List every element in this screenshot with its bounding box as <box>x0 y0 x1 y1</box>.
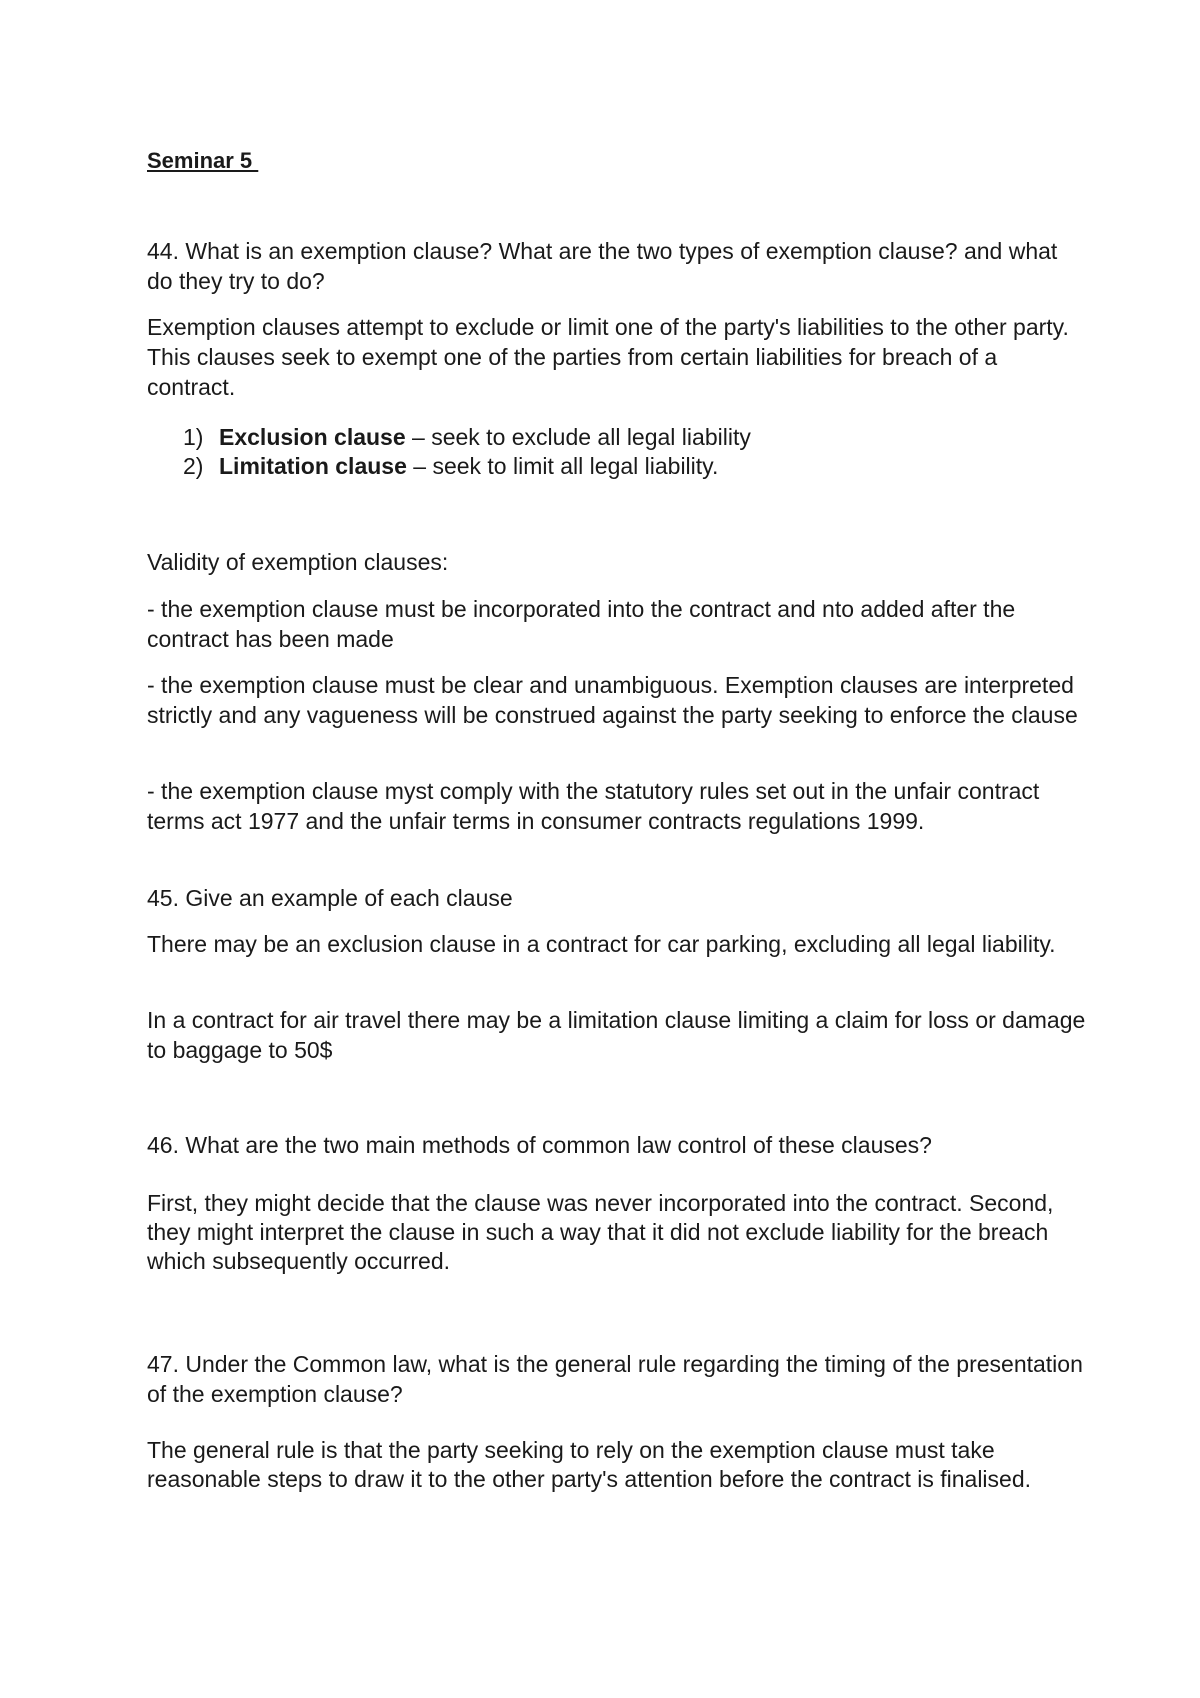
question-45: 45. Give an example of each clause <box>147 885 513 911</box>
answer-44: Exemption clauses attempt to exclude or limit one of the party's liabilities to the other party. This clauses seek to exempt one of the parties from certain liabilities for breach of a contract. <box>147 314 1069 400</box>
list-item <box>183 452 1083 481</box>
validity-point: - the exemption clause must be incorporated into the contract and nto added after the contract has been made <box>147 596 1016 652</box>
list-term: Exclusion clause <box>219 424 406 450</box>
question-44: 44. What is an exemption clause? What are the two types of exemption clause? and what do they try to do? <box>147 238 1058 294</box>
list-desc: – seek to exclude all legal liability <box>405 424 751 450</box>
question-47: 47. Under the Common law, what is the general rule regarding the timing of the presentation of the exemption clause? <box>147 1351 1083 1407</box>
answer-45-exclusion: There may be an exclusion clause in a contract for car parking, excluding all legal liability. <box>147 931 1056 957</box>
list-item <box>183 423 1083 452</box>
question-46: 46. What are the two main methods of common law control of these clauses? <box>147 1132 932 1158</box>
list-term: Limitation clause <box>219 453 407 479</box>
list-number: 1) <box>183 424 204 450</box>
answer-45-limitation: In a contract for air travel there may be a limitation clause limiting a claim for loss or damage to baggage to 50$ <box>147 1007 1086 1063</box>
validity-point: - the exemption clause myst comply with the statutory rules set out in the unfair contract terms act 1977 and the unfair terms in consumer contracts regulations 1999. <box>147 778 1040 834</box>
validity-heading: Validity of exemption clauses: <box>147 549 449 575</box>
list-number: 2) <box>183 453 204 479</box>
answer-46: First, they might decide that the clause was never incorporated into the contract. Second, they might interpret the clause in such a way that it did not exclude liability for the breach which subsequently occurred. <box>147 1190 1054 1274</box>
answer-47: The general rule is that the party seeking to rely on the exemption clause must take reasonable steps to draw it to the other party's attention before the contract is finalised. <box>147 1437 1032 1492</box>
list-desc: – seek to limit all legal liability. <box>406 453 719 479</box>
exemption-types-list <box>183 423 1083 481</box>
page-title: Seminar 5 <box>147 148 259 173</box>
validity-point: - the exemption clause must be clear and unambiguous. Exemption clauses are interpreted strictly and any vagueness will be construed against the party seeking to enforce the clause <box>147 672 1078 728</box>
